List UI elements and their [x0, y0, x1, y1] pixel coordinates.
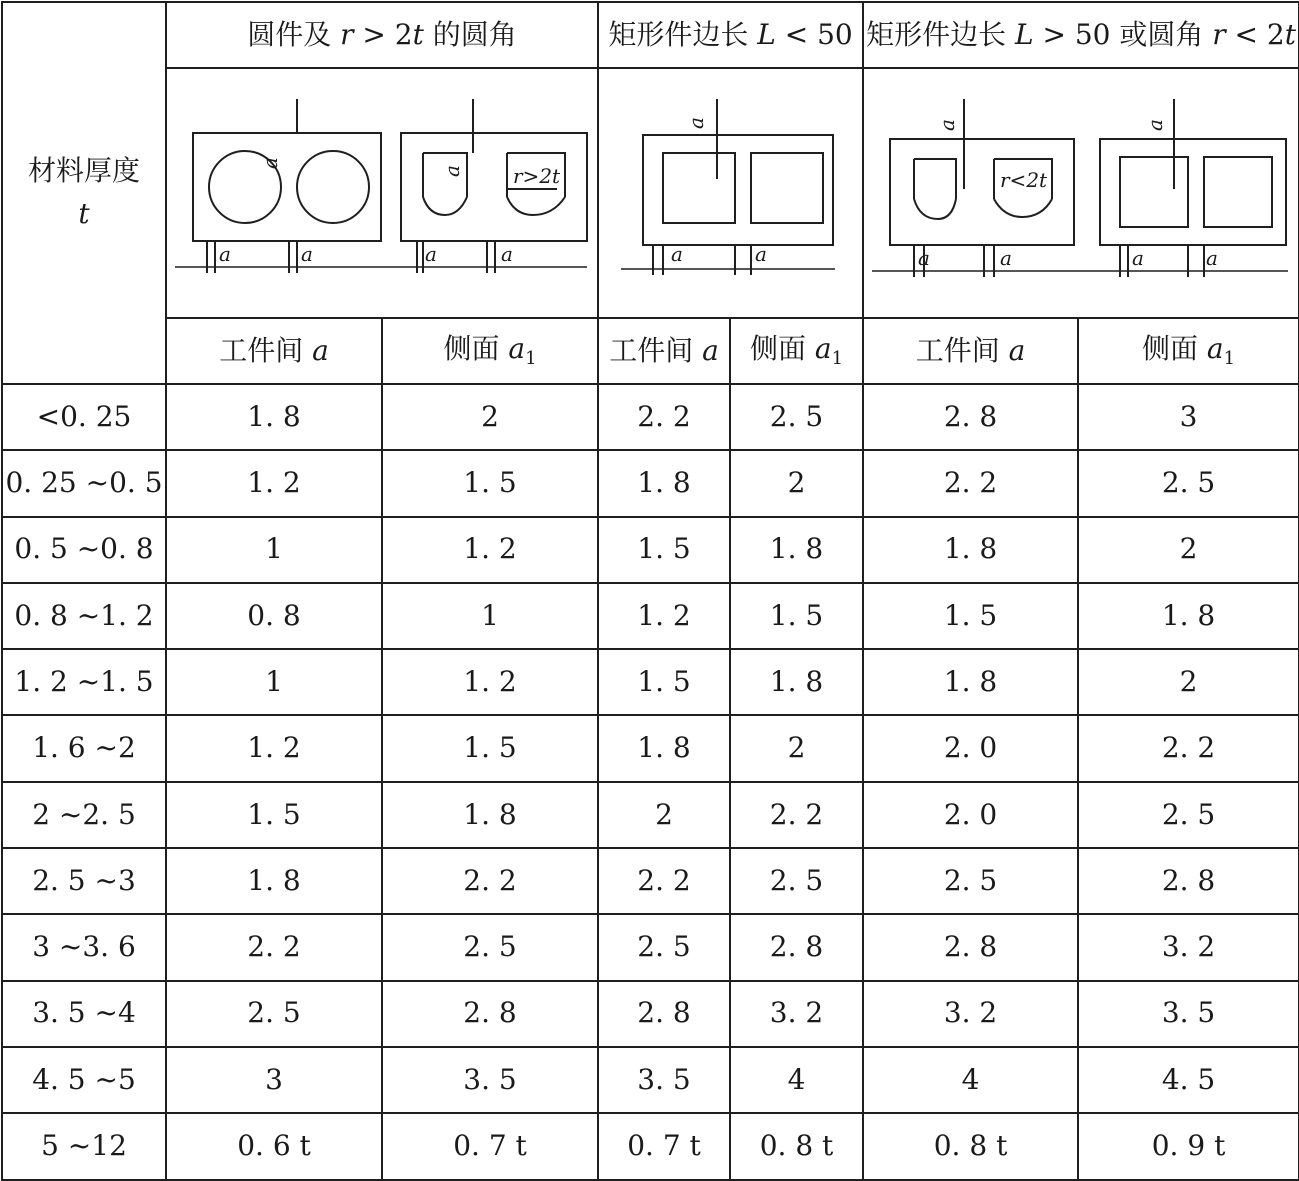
value-cell: 1. 8 [166, 384, 382, 450]
value-cell: 3. 2 [863, 981, 1078, 1047]
value-cell: 3. 5 [382, 1047, 598, 1113]
value-cell: 2 [730, 715, 863, 781]
svg-text:a: a [1132, 246, 1144, 270]
value-cell: 0. 9 t [1078, 1113, 1299, 1179]
value-cell: 1. 8 [598, 715, 730, 781]
thickness-cell: 3. 5 ~4 [2, 981, 166, 1047]
value-cell: 1 [382, 583, 598, 649]
value-cell: 3. 2 [1078, 914, 1299, 980]
subheader-between-1: 工件间 a [166, 318, 382, 384]
value-cell: 1. 5 [863, 583, 1078, 649]
value-cell: 3 [166, 1047, 382, 1113]
value-cell: 0. 6 t [166, 1113, 382, 1179]
value-cell: 2. 2 [598, 384, 730, 450]
table-row [2, 450, 1299, 516]
value-cell: 0. 8 t [863, 1113, 1078, 1179]
value-cell: 2 [730, 450, 863, 516]
svg-text:a: a [1206, 246, 1218, 270]
thickness-cell: 0. 8 ~1. 2 [2, 583, 166, 649]
diagram-rect-large [863, 68, 1299, 318]
diagram-rect-small [598, 68, 863, 318]
value-cell: 1. 5 [382, 715, 598, 781]
value-cell: 4. 5 [1078, 1047, 1299, 1113]
value-cell: 1. 8 [598, 450, 730, 516]
value-cell: 2. 5 [598, 914, 730, 980]
svg-text:a: a [671, 242, 683, 266]
value-cell: 2. 2 [863, 450, 1078, 516]
svg-text:a: a [258, 157, 282, 169]
value-cell: 2. 2 [1078, 715, 1299, 781]
value-cell: 3. 5 [598, 1047, 730, 1113]
table-row [2, 848, 1299, 914]
value-cell: 2. 5 [730, 848, 863, 914]
value-cell: 2. 8 [863, 914, 1078, 980]
value-cell: 1. 8 [382, 782, 598, 848]
value-cell: 1. 2 [598, 583, 730, 649]
value-cell: 0. 7 t [382, 1113, 598, 1179]
svg-text:a: a [425, 242, 437, 266]
value-cell: 2. 8 [863, 384, 1078, 450]
value-cell: 3 [1078, 384, 1299, 450]
value-cell: 1. 5 [598, 517, 730, 583]
value-cell: 1. 5 [598, 649, 730, 715]
value-cell: 1. 8 [1078, 583, 1299, 649]
group-header-rect-large: 矩形件边长 L > 50 或圆角 r < 2t [863, 2, 1299, 68]
value-cell: 2. 2 [166, 914, 382, 980]
group-header-rect-small: 矩形件边长 L < 50 [598, 2, 863, 68]
value-cell: 1. 8 [863, 649, 1078, 715]
value-cell: 0. 8 [166, 583, 382, 649]
material-symbol: t [78, 197, 90, 230]
table-row [2, 1113, 1299, 1179]
value-cell: 1. 8 [863, 517, 1078, 583]
value-cell: 2 [598, 782, 730, 848]
rect-small-diagram [599, 69, 862, 317]
material-thickness-header [2, 2, 166, 384]
value-cell: 0. 7 t [598, 1113, 730, 1179]
table-row [2, 981, 1299, 1047]
svg-text:a: a [440, 165, 464, 177]
value-cell: 2. 5 [1078, 782, 1299, 848]
svg-text:a: a [501, 242, 513, 266]
value-cell: 1. 8 [730, 649, 863, 715]
value-cell: 2. 2 [382, 848, 598, 914]
group-header-round: 圆件及 r > 2t 的圆角 [166, 2, 598, 68]
svg-text:a: a [935, 119, 960, 131]
value-cell: 1. 2 [382, 517, 598, 583]
value-cell: 2. 2 [730, 782, 863, 848]
table-row [2, 914, 1299, 980]
value-cell: 3. 5 [1078, 981, 1299, 1047]
table-row [2, 649, 1299, 715]
svg-text:a: a [219, 242, 231, 266]
thickness-cell: 1. 6 ~2 [2, 715, 166, 781]
label-r-lt: r<2t [1000, 168, 1048, 192]
value-cell: 1. 5 [166, 782, 382, 848]
rect-large-diagram [864, 69, 1298, 317]
value-cell: 2. 0 [863, 782, 1078, 848]
thickness-cell: 0. 25 ~0. 5 [2, 450, 166, 516]
value-cell: 1 [166, 517, 382, 583]
table-row [2, 384, 1299, 450]
svg-text:a: a [1143, 119, 1168, 131]
value-cell: 2 [1078, 649, 1299, 715]
value-cell: 1. 8 [730, 517, 863, 583]
value-cell: 2. 5 [382, 914, 598, 980]
value-cell: 1. 2 [382, 649, 598, 715]
value-cell: 1 [166, 649, 382, 715]
thickness-cell: 0. 5 ~0. 8 [2, 517, 166, 583]
value-cell: 2. 5 [863, 848, 1078, 914]
diagram-round-parts [166, 68, 598, 318]
subheader-between-2: 工件间 a [598, 318, 730, 384]
value-cell: 4 [730, 1047, 863, 1113]
thickness-cell: 3 ~3. 6 [2, 914, 166, 980]
subheader-side-1: 侧面 $a_1$ [382, 318, 598, 384]
value-cell: 1. 8 [166, 848, 382, 914]
value-cell: 2. 0 [863, 715, 1078, 781]
subheader-side-2: 侧面 $a_1$ [730, 318, 863, 384]
value-cell: 2. 8 [382, 981, 598, 1047]
value-cell: 2 [1078, 517, 1299, 583]
svg-text:a: a [684, 117, 709, 129]
value-cell: 2. 2 [598, 848, 730, 914]
thickness-cell: 1. 2 ~1. 5 [2, 649, 166, 715]
thickness-cell: 2 ~2. 5 [2, 782, 166, 848]
label-r-gt: r>2t [513, 164, 561, 188]
value-cell: 1. 2 [166, 715, 382, 781]
value-cell: 2. 8 [730, 914, 863, 980]
svg-text:a: a [301, 242, 313, 266]
value-cell: 1. 5 [382, 450, 598, 516]
round-parts-diagram [167, 69, 597, 317]
value-cell: 2. 8 [598, 981, 730, 1047]
svg-text:a: a [755, 242, 767, 266]
value-cell: 3. 2 [730, 981, 863, 1047]
value-cell: 2 [382, 384, 598, 450]
value-cell: 2. 5 [1078, 450, 1299, 516]
value-cell: 2. 5 [730, 384, 863, 450]
subheader-side-3: 侧面 $a_1$ [1078, 318, 1299, 384]
value-cell: 4 [863, 1047, 1078, 1113]
value-cell: 2. 5 [166, 981, 382, 1047]
table-row [2, 715, 1299, 781]
svg-text:a: a [918, 246, 930, 270]
value-cell: 1. 2 [166, 450, 382, 516]
thickness-cell: 5 ~12 [2, 1113, 166, 1179]
table-row [2, 583, 1299, 649]
thickness-cell: 4. 5 ~5 [2, 1047, 166, 1113]
value-cell: 2. 8 [1078, 848, 1299, 914]
table-row [2, 517, 1299, 583]
value-cell: 1. 5 [730, 583, 863, 649]
table-row [2, 1047, 1299, 1113]
table-body [2, 384, 1299, 1180]
thickness-cell: <0. 25 [2, 384, 166, 450]
spacing-table [1, 1, 1299, 1181]
svg-text:a: a [1000, 246, 1012, 270]
subheader-between-3: 工件间 a [863, 318, 1078, 384]
material-label: 材料厚度 [27, 154, 140, 188]
table-row [2, 782, 1299, 848]
thickness-cell: 2. 5 ~3 [2, 848, 166, 914]
value-cell: 0. 8 t [730, 1113, 863, 1179]
